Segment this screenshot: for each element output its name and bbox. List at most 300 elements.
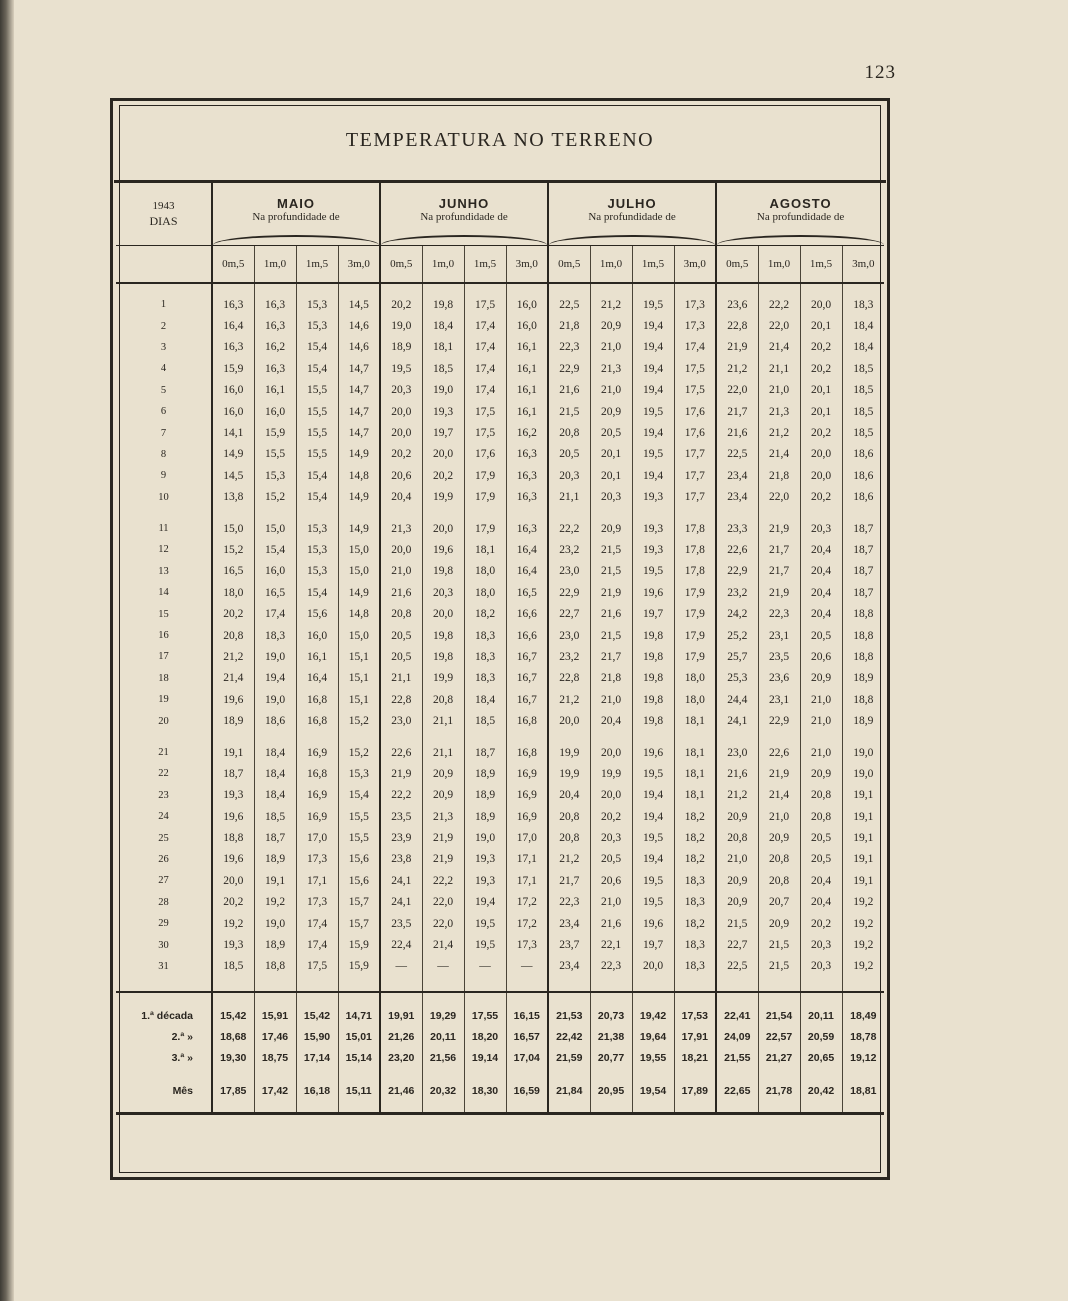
value-cell: 19,6: [422, 539, 464, 560]
value-cell: 19,2: [842, 934, 884, 955]
value-cell: 23,5: [758, 646, 800, 667]
value-cell: [674, 992, 716, 1005]
value-cell: 24,1: [716, 710, 758, 731]
value-cell: 21,26: [380, 1026, 422, 1047]
day-row-30: [116, 934, 884, 955]
value-cell: 15,42: [212, 1005, 254, 1026]
value-cell: 20,2: [212, 603, 254, 624]
value-cell: 17,9: [464, 487, 506, 508]
value-cell: 15,1: [338, 689, 380, 710]
value-cell: 19,9: [422, 487, 464, 508]
value-cell: 23,5: [380, 806, 422, 827]
value-cell: 20,8: [548, 806, 590, 827]
row-label: 13: [158, 565, 169, 577]
value-cell: 19,6: [632, 913, 674, 934]
header-brace: [548, 229, 716, 246]
value-cell: 20,5: [590, 849, 632, 870]
value-cell: [380, 1068, 422, 1080]
value-cell: 20,2: [380, 294, 422, 315]
value-cell: 17,9: [464, 465, 506, 486]
value-cell: 15,4: [254, 539, 296, 560]
value-cell: 22,9: [548, 582, 590, 603]
value-cell: 20,0: [380, 401, 422, 422]
value-cell: 20,8: [422, 689, 464, 710]
value-cell: 16,59: [506, 1080, 548, 1101]
depth-caption: Na profundidade de: [548, 211, 716, 229]
day-row-9: [116, 465, 884, 486]
value-cell: 22,0: [758, 315, 800, 336]
month-header-julho: JULHO: [548, 183, 716, 211]
value-cell: 17,8: [674, 561, 716, 582]
value-cell: 20,9: [422, 785, 464, 806]
value-cell: 19,2: [842, 956, 884, 977]
value-cell: 20,1: [590, 465, 632, 486]
value-cell: [464, 283, 506, 294]
depth-caption: Na profundidade de: [716, 211, 884, 229]
value-cell: 19,8: [632, 646, 674, 667]
spacer-row: [116, 992, 884, 1005]
row-label: 27: [158, 875, 169, 887]
value-cell: 22,6: [380, 742, 422, 763]
value-cell: 21,6: [590, 913, 632, 934]
value-cell: 20,9: [590, 518, 632, 539]
value-cell: 16,3: [506, 518, 548, 539]
value-cell: 20,9: [716, 870, 758, 891]
value-cell: 23,4: [548, 956, 590, 977]
row-label: 25: [158, 832, 169, 844]
value-cell: 20,3: [380, 380, 422, 401]
value-cell: 20,8: [800, 785, 842, 806]
value-cell: 21,8: [758, 465, 800, 486]
brace-line: [381, 235, 547, 245]
value-cell: [464, 977, 506, 992]
day-row-13: [116, 561, 884, 582]
value-cell: 19,5: [632, 827, 674, 848]
value-cell: 20,0: [800, 465, 842, 486]
row-label: 5: [160, 384, 167, 396]
value-cell: 15,0: [254, 518, 296, 539]
value-cell: 20,0: [590, 742, 632, 763]
value-cell: 16,6: [506, 625, 548, 646]
value-cell: 14,7: [338, 380, 380, 401]
value-cell: 20,65: [800, 1047, 842, 1068]
value-cell: 22,42: [548, 1026, 590, 1047]
value-cell: 16,0: [506, 315, 548, 336]
value-cell: 21,4: [212, 668, 254, 689]
value-cell: 15,14: [338, 1047, 380, 1068]
value-cell: 19,0: [254, 689, 296, 710]
value-cell: 18,8: [842, 625, 884, 646]
value-cell: 17,4: [464, 380, 506, 401]
value-cell: 21,2: [590, 294, 632, 315]
row-label: 30: [158, 939, 169, 951]
value-cell: 22,0: [422, 892, 464, 913]
value-cell: 18,4: [254, 763, 296, 784]
value-cell: 20,6: [800, 646, 842, 667]
value-cell: [800, 1068, 842, 1080]
value-cell: 20,4: [800, 582, 842, 603]
value-cell: 19,9: [422, 668, 464, 689]
value-cell: 18,75: [254, 1047, 296, 1068]
value-cell: 16,1: [506, 401, 548, 422]
value-cell: 18,9: [842, 668, 884, 689]
value-cell: [674, 508, 716, 518]
row-label: 20: [158, 715, 169, 727]
value-cell: 16,9: [506, 806, 548, 827]
row-label: 1.ª década: [141, 1009, 193, 1022]
value-cell: 18,0: [464, 561, 506, 582]
value-cell: 18,2: [674, 827, 716, 848]
value-cell: 21,9: [380, 763, 422, 784]
value-cell: 16,4: [212, 315, 254, 336]
value-cell: 15,2: [338, 710, 380, 731]
value-cell: 15,0: [212, 518, 254, 539]
row-label: 18: [158, 672, 169, 684]
value-cell: 20,4: [590, 710, 632, 731]
value-cell: 19,3: [632, 518, 674, 539]
value-cell: 23,1: [758, 625, 800, 646]
day-row-14: [116, 582, 884, 603]
value-cell: 24,4: [716, 689, 758, 710]
value-cell: 17,7: [674, 444, 716, 465]
value-cell: 19,30: [212, 1047, 254, 1068]
value-cell: 20,3: [590, 827, 632, 848]
day-row-31: [116, 956, 884, 977]
value-cell: 15,9: [212, 358, 254, 379]
value-cell: 19,8: [632, 689, 674, 710]
row-label: 2: [160, 320, 167, 332]
value-cell: [338, 1068, 380, 1080]
value-cell: 18,9: [464, 806, 506, 827]
value-cell: 16,57: [506, 1026, 548, 1047]
row-label: [116, 977, 212, 992]
value-cell: 23,4: [548, 913, 590, 934]
value-cell: 21,4: [758, 444, 800, 465]
spacer-row: [116, 508, 884, 518]
value-cell: 19,1: [212, 742, 254, 763]
value-cell: 19,3: [422, 401, 464, 422]
value-cell: 17,4: [464, 358, 506, 379]
value-cell: 19,2: [212, 913, 254, 934]
value-cell: 18,5: [254, 806, 296, 827]
value-cell: 17,6: [674, 401, 716, 422]
value-cell: 21,55: [716, 1047, 758, 1068]
value-cell: 18,3: [674, 892, 716, 913]
value-cell: 19,0: [254, 913, 296, 934]
value-cell: 21,7: [548, 870, 590, 891]
value-cell: 19,1: [254, 870, 296, 891]
day-row-26: [116, 849, 884, 870]
value-cell: 19,1: [842, 870, 884, 891]
value-cell: 15,3: [254, 465, 296, 486]
value-cell: 19,8: [632, 625, 674, 646]
value-cell: 21,4: [422, 934, 464, 955]
days-label: DIAS: [149, 214, 178, 228]
value-cell: 16,9: [296, 806, 338, 827]
value-cell: 21,4: [758, 337, 800, 358]
value-cell: [212, 992, 254, 1005]
value-cell: 19,8: [422, 561, 464, 582]
value-cell: 19,6: [632, 582, 674, 603]
value-cell: 22,4: [380, 934, 422, 955]
value-cell: [506, 992, 548, 1005]
value-cell: 18,3: [254, 625, 296, 646]
value-cell: 19,4: [632, 465, 674, 486]
value-cell: 23,2: [716, 582, 758, 603]
value-cell: 20,4: [800, 603, 842, 624]
value-cell: 17,9: [674, 625, 716, 646]
value-cell: 22,7: [548, 603, 590, 624]
value-cell: 19,12: [842, 1047, 884, 1068]
value-cell: [254, 977, 296, 992]
value-cell: 18,8: [842, 603, 884, 624]
row-label: 19: [158, 694, 169, 706]
row-label: 3.ª »: [171, 1051, 193, 1064]
value-cell: 17,89: [674, 1080, 716, 1101]
value-cell: 20,5: [380, 646, 422, 667]
day-row-8: [116, 444, 884, 465]
value-cell: 17,9: [674, 603, 716, 624]
value-cell: 17,2: [506, 913, 548, 934]
value-cell: 18,21: [674, 1047, 716, 1068]
value-cell: 16,1: [296, 646, 338, 667]
value-cell: 22,7: [716, 934, 758, 955]
value-cell: 15,4: [296, 582, 338, 603]
value-cell: [758, 1068, 800, 1080]
value-cell: 22,8: [716, 315, 758, 336]
value-cell: 17,0: [296, 827, 338, 848]
value-cell: 18,9: [212, 710, 254, 731]
decade-row-2: [116, 1026, 884, 1047]
value-cell: 18,7: [842, 518, 884, 539]
value-cell: [632, 283, 674, 294]
value-cell: 20,59: [800, 1026, 842, 1047]
value-cell: 21,9: [758, 518, 800, 539]
value-cell: [254, 992, 296, 1005]
value-cell: 15,42: [296, 1005, 338, 1026]
value-cell: 15,6: [338, 870, 380, 891]
value-cell: 21,0: [758, 380, 800, 401]
value-cell: 19,0: [380, 315, 422, 336]
month-header-maio: MAIO: [212, 183, 380, 211]
value-cell: 20,77: [590, 1047, 632, 1068]
value-cell: [674, 977, 716, 992]
page-number: 123: [864, 62, 896, 83]
value-cell: 15,5: [296, 422, 338, 443]
value-cell: 19,5: [632, 444, 674, 465]
value-cell: 17,6: [674, 422, 716, 443]
value-cell: 18,7: [212, 763, 254, 784]
value-cell: [296, 732, 338, 742]
value-cell: 18,6: [842, 465, 884, 486]
row-label: 2.ª »: [171, 1030, 193, 1043]
value-cell: 17,3: [296, 892, 338, 913]
value-cell: 20,4: [800, 539, 842, 560]
value-cell: [464, 508, 506, 518]
value-cell: 15,5: [296, 444, 338, 465]
value-cell: 20,8: [758, 870, 800, 891]
value-cell: 19,5: [632, 763, 674, 784]
value-cell: 21,3: [380, 518, 422, 539]
value-cell: [632, 732, 674, 742]
value-cell: 21,9: [422, 849, 464, 870]
value-cell: 20,0: [380, 422, 422, 443]
value-cell: 17,8: [674, 518, 716, 539]
value-cell: 19,6: [212, 849, 254, 870]
value-cell: 19,1: [842, 806, 884, 827]
value-cell: 18,3: [464, 625, 506, 646]
value-cell: 20,9: [758, 913, 800, 934]
day-row-16: [116, 625, 884, 646]
depth-label: 1m,0: [422, 246, 464, 284]
row-label: 23: [158, 789, 169, 801]
row-label: 21: [158, 747, 169, 758]
value-cell: 16,5: [212, 561, 254, 582]
value-cell: 20,8: [548, 422, 590, 443]
value-cell: 18,0: [212, 582, 254, 603]
value-cell: 19,1: [842, 849, 884, 870]
value-cell: [212, 508, 254, 518]
value-cell: 21,78: [758, 1080, 800, 1101]
value-cell: 15,01: [338, 1026, 380, 1047]
value-cell: 18,9: [464, 785, 506, 806]
value-cell: 21,5: [590, 539, 632, 560]
value-cell: 20,0: [422, 444, 464, 465]
value-cell: 19,0: [254, 646, 296, 667]
value-cell: 20,3: [800, 956, 842, 977]
value-cell: 18,6: [254, 710, 296, 731]
value-cell: 20,73: [590, 1005, 632, 1026]
value-cell: 20,0: [380, 539, 422, 560]
value-cell: 20,4: [380, 487, 422, 508]
value-cell: 17,5: [464, 401, 506, 422]
value-cell: 16,9: [506, 763, 548, 784]
value-cell: 22,9: [548, 358, 590, 379]
value-cell: 20,5: [590, 422, 632, 443]
value-cell: 20,9: [716, 806, 758, 827]
value-cell: 19,3: [632, 539, 674, 560]
value-cell: 20,8: [716, 827, 758, 848]
value-cell: 17,5: [464, 422, 506, 443]
value-cell: 19,4: [464, 892, 506, 913]
value-cell: 17,3: [674, 294, 716, 315]
value-cell: 20,8: [758, 849, 800, 870]
row-label: 7: [160, 427, 167, 439]
value-cell: 18,30: [464, 1080, 506, 1101]
value-cell: 15,6: [338, 849, 380, 870]
value-cell: 15,5: [338, 806, 380, 827]
value-cell: [716, 977, 758, 992]
value-cell: 16,0: [296, 625, 338, 646]
value-cell: 22,1: [590, 934, 632, 955]
row-label: 15: [158, 608, 169, 620]
value-cell: 17,91: [674, 1026, 716, 1047]
value-cell: [842, 508, 884, 518]
decade-row-3: [116, 1047, 884, 1068]
value-cell: 16,0: [254, 401, 296, 422]
value-cell: [338, 992, 380, 1005]
value-cell: 22,57: [758, 1026, 800, 1047]
depth-label: 3m,0: [842, 246, 884, 284]
depth-label: 1m,5: [800, 246, 842, 284]
value-cell: 15,4: [296, 487, 338, 508]
value-cell: 18,9: [380, 337, 422, 358]
value-cell: 20,9: [758, 827, 800, 848]
value-cell: 15,5: [296, 380, 338, 401]
row-label: [116, 508, 212, 518]
day-row-22: [116, 763, 884, 784]
depth-label: 1m,5: [464, 246, 506, 284]
row-label: [116, 732, 212, 742]
value-cell: 19,54: [632, 1080, 674, 1101]
value-cell: 20,0: [422, 518, 464, 539]
value-cell: [422, 977, 464, 992]
day-row-21: [116, 742, 884, 763]
value-cell: 21,6: [716, 422, 758, 443]
empty-notes-box: [116, 1112, 884, 1171]
value-cell: 21,59: [548, 1047, 590, 1068]
value-cell: 23,8: [380, 849, 422, 870]
value-cell: 16,2: [506, 422, 548, 443]
value-cell: [296, 977, 338, 992]
value-cell: 20,8: [212, 625, 254, 646]
value-cell: 18,4: [422, 315, 464, 336]
header-brace: [716, 229, 884, 246]
value-cell: 19,9: [548, 742, 590, 763]
value-cell: 19,4: [632, 806, 674, 827]
value-cell: 20,3: [590, 487, 632, 508]
value-cell: 18,81: [842, 1080, 884, 1101]
value-cell: 18,5: [464, 710, 506, 731]
value-cell: 19,0: [842, 742, 884, 763]
value-cell: 22,6: [758, 742, 800, 763]
value-cell: 16,5: [254, 582, 296, 603]
value-cell: [380, 732, 422, 742]
value-cell: [716, 992, 758, 1005]
row-label: Mês: [172, 1084, 193, 1097]
value-cell: 16,7: [506, 646, 548, 667]
value-cell: [338, 977, 380, 992]
value-cell: 19,91: [380, 1005, 422, 1026]
brace-line: [717, 235, 884, 245]
value-cell: [548, 283, 590, 294]
value-cell: [632, 508, 674, 518]
value-cell: 22,8: [548, 668, 590, 689]
value-cell: 21,0: [758, 806, 800, 827]
value-cell: 18,5: [842, 401, 884, 422]
value-cell: 17,9: [674, 646, 716, 667]
value-cell: 21,2: [548, 689, 590, 710]
value-cell: [590, 508, 632, 518]
value-cell: 17,0: [506, 827, 548, 848]
value-cell: [254, 283, 296, 294]
row-label: 9: [160, 470, 167, 482]
row-label: 1: [160, 299, 167, 311]
value-cell: 18,0: [674, 668, 716, 689]
day-row-7: [116, 422, 884, 443]
value-cell: 19,4: [632, 849, 674, 870]
value-cell: 20,2: [800, 913, 842, 934]
day-row-17: [116, 646, 884, 667]
value-cell: 20,2: [800, 337, 842, 358]
value-cell: 18,2: [674, 806, 716, 827]
value-cell: 20,1: [800, 315, 842, 336]
value-cell: 14,9: [212, 444, 254, 465]
value-cell: 21,6: [380, 582, 422, 603]
row-label: 10: [158, 491, 169, 503]
value-cell: 16,0: [506, 294, 548, 315]
value-cell: 17,1: [506, 870, 548, 891]
